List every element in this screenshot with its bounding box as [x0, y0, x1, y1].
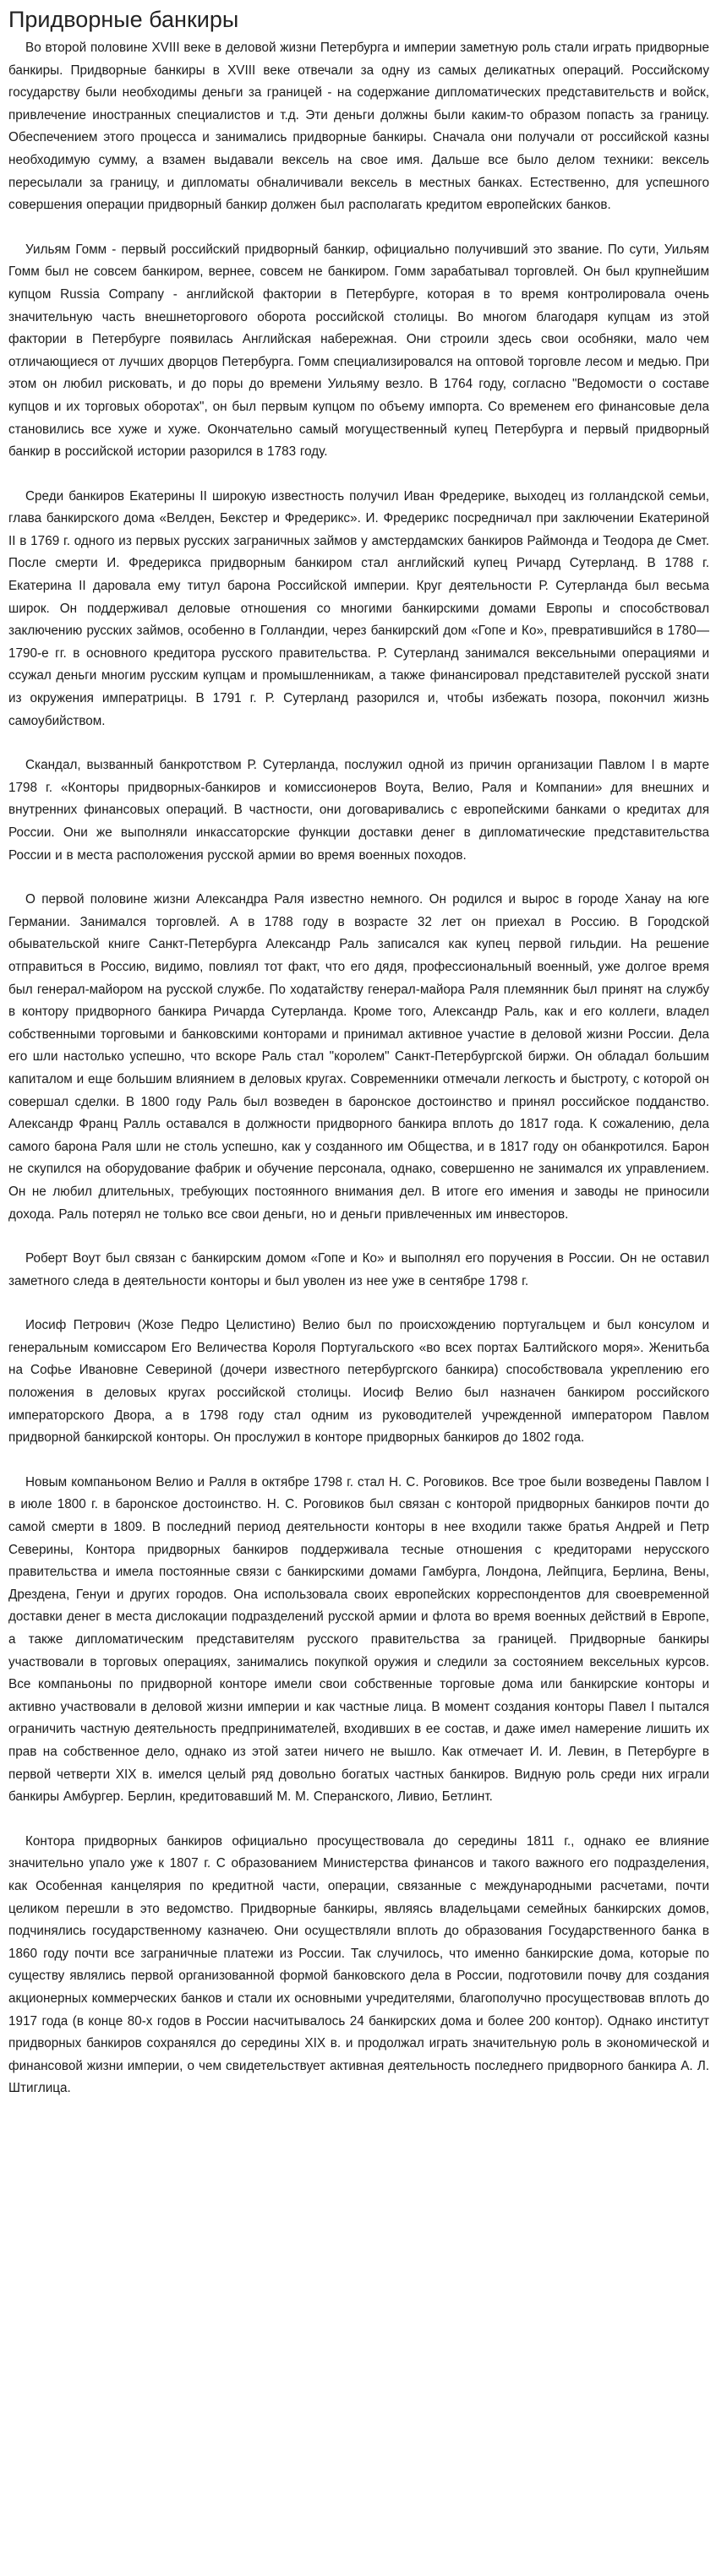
page-title: Придворные банкиры — [8, 7, 239, 32]
paragraph-court-office: Скандал, вызванный банкротством Р. Сутерланда, послужил одной из причин организации Павлом I в марте 1798 г. «Конторы придворных-банкиров и комиссионеров Воута, Велио, Раля и Компании» для внешних и внутренних финансовых операций. В частности, они договаривались с европейскими банками о кредитах для России. Они же выполняли инкассаторские функции доставки денег в дипломатические представительства России и в места расположения русской армии во время военных походов. — [8, 758, 709, 863]
paragraph-voute: Роберт Воут был связан с банкирским домом «Гопе и Ко» и выполнял его поручения в России. Он не оставил заметного следа в деятельности конторы и был уволен из нее уже в сентябре 1798 г. — [8, 1251, 709, 1288]
paragraph-rogovikov: Новым компаньоном Велио и Ралля в октябре 1798 г. стал Н. С. Роговиков. Все трое были возведены Павлом I в июле 1800 г. в баронское достоинство. Н. С. Роговиков был связан с конторой придворных банкиров почти до самой смерти в 1809. В последний период деятельности конторы в нее входили также братья Андрей и Петр Северины, Контора придворных банкиров поддерживала тесные отношения с кредиторами нерусского правительства и имела постоянные связи с банкирскими домами Гамбурга, Лондона, Лейпцига, Берлина, Вены, Дрездена, Генуи и других городов. Она использовала своих европейских корреспондентов для своевременной доставки денег в места дислокации подразделений русской армии и флота во время военных действий в Европе, а также дипломатическим представителям русского правительства за границей. Придворные банкиры участвовали в торговых операциях, занимались покупкой оружия и следили за состоянием вексельных курсов. Все компаньоны по придворной конторе имели свои собственные торговые дома или банкирские конторы и активно участвовали в деловой жизни империи и как частные лица. В момент создания конторы Павел I пытался ограничить частную деятельность предпринимателей, входивших в ее состав, и даже имел намерение лишить их прав на собственное дело, однако из этой затеи ничего не вышло. Как отмечает И. И. Левин, в Петербурге в первой четверти XIX в. имелся целый ряд довольно богатых частных банкиров. Видную роль среди них играли банкиры Амбургер. Берлин, кредитовавший М. М. Сперанского, Ливио, Бетлинт. — [8, 1474, 709, 1805]
paragraph-intro: Во второй половине XVIII веке в деловой жизни Петербурга и империи заметную роль стали играть придворные банкиры. Придворные банкиры в XVIII веке отвечали за одну из самых деликатных операций. Российскому государству были необходимы деньги за границей - на содержание дипломатических представительств и войск, привлечение иностранных специалистов и т.д. Эти деньги должны были каким-то образом попасть за границу. Обеспечением этого процесса и занимались придворные банкиры. Сначала они получали от российской казны необходимую сумму, а взамен выдавали вексель на свое имя. Дальше все было делом техники: вексель пересылали за границу, и дипломаты обналичивали вексель в местных банках. Естественно, для успешного совершения операции придворный банкир должен был располагать кредитом европейских банков. — [8, 41, 709, 213]
paragraph-velio: Иосиф Петрович (Жозе Педро Целистино) Велио был по происхождению португальцем и был консулом и генеральным комиссаром Его Величества Короля Португальского «во всех портах Балтийского моря». Женитьба на Софье Ивановне Севериной (дочери известного петербургского банкира) способствовала укреплению его положения в деловых кругах российской столицы. Иосиф Велио был назначен банкиром российского императорского Двора, а в 1798 году стал одним из руководителей учрежденной императором Павлом придворной банкирской конторы. Он прослужил в конторе придворных банкиров до 1802 года. — [8, 1318, 709, 1446]
article-body — [8, 37, 709, 2100]
paragraph-rall: О первой половине жизни Александра Раля известно немного. Он родился и вырос в городе Ханау на юге Германии. Занимался торговлей. А в 1788 году в возрасте 32 лет он приехал в Россию. В Городской обывательской книге Санкт-Петербурга Александр Раль записался как купец первой гильдии. На решение отправиться в Россию, видимо, повлиял тот факт, что его дядя, профессиональный военный, уже долгое время был генерал-майором на русской службе. По ходатайству генерал-майора Раля племянник был принят на службу в контору придворного банкира Ричарда Сутерланда. Кроме того, Александр Раль, как и его коллеги, владел собственными торговыми и банковскими конторами и принимал активное участие в деловой жизни России. Дела его шли настолько успешно, что вскоре Раль стал "королем" Санкт-Петербургской биржи. Он обладал большим капиталом и еще большим влиянием в деловых кругах. Современники отмечали легкость и быстроту, с которой он совершал сделки. В 1800 году Раль был возведен в баронское достоинство и принял российское подданство. Александр Франц Ралль оставался в должности придворного банкира вплоть до 1817 года. К сожалению, дела самого барона Раля шли не столь успешно, как у созданного им Общества, и в 1817 году он обанкротился. Барон не скупился на оборудование фабрик и обучение персонала, однако, совершенно не занимался их управлением. Он не любил длительных, требующих постоянного внимания дел. В итоге его имения и заводы не приносили дохода. Раль потерял не только все свои деньги, но и деньги привлеченных им инвесторов. — [8, 892, 709, 1222]
paragraph-conclusion: Контора придворных банкиров официально просуществовала до середины 1811 г., однако ее влияние значительно упало уже к 1807 г. С образованием Министерства финансов и такого важного его подразделения, как Особенная канцелярия по кредитной части, операции, связанные с международными расчетами, почти целиком перешли в это ведомство. Придворные банкиры, являясь владельцами семейных банкирских домов, подчинялись государственному казначею. Они осуществляли вплоть до образования Государственного банка в 1860 году почти все заграничные платежи из России. Так случилось, что именно банкирские дома, которые по существу являлись первой организованной формой банковского дела в России, подготовили почву для создания акционерных коммерческих банков и стали их основными учредителями, благополучно просуществовав вплоть до 1917 года (в конце 80-х годов в России насчитывалось 24 банкирских дома и более 200 контор). Однако институт придворных банкиров сохранялся до середины XIX в. и продолжал играть значительную роль в экономической и финансовой жизни империи, о чем свидетельствует активная деятельность последнего придворного банкира А. Л. Штиглица. — [8, 1833, 709, 2096]
paragraph-catherine-bankers: Среди банкиров Екатерины II широкую известность получил Иван Фредерике, выходец из голландской семьи, глава банкирского дома «Велден, Бекстер и Фредерикс». И. Фредерикс посредничал при заключении Екатериной II в 1769 г. одного из первых русских заграничных займов у амстердамских банкиров Раймонда и Теодора де Смет. После смерти И. Фредерикса придворным банкиром стал английский купец Ричард Сутерланд. В 1788 г. Екатерина II даровала ему титул барона Российской империи. Круг деятельности Р. Сутерланда был весьма широк. Он поддерживал деловые отношения со многими банкирскими домами Европы и способствовал заключению русских займов, особенно в Голландии, через банкирский дом «Гопе и Ко», превратившийся в 1780—1790-е гг. в основного кредитора русского правительства. Р. Сутерланд занимался вексельными операциями и ссужал деньги многим русским купцам и промышленникам, а также финансировал представителей русской знати из окружения императрицы. В 1791 г. Р. Сутерланд разорился и, чтобы избежать позора, покончил жизнь самоубийством. — [8, 488, 709, 728]
paragraph-gomm: Уильям Гомм - первый российский придворный банкир, официально получивший это звание. По сути, Уильям Гомм был не совсем банкиром, вернее, совсем не банкиром. Гомм зарабатывал торговлей. Он был крупнейшим купцом Russia Company - английской фактории в Петербурге, которая в то время контролировала очень значительную часть внешнеторгового оборота российской столицы. Во многом благодаря купцам из этой фактории в Петербурге появилась Английская набережная. Они строили здесь свои особняки, мало чем отличающиеся от лучших дворцов Петербурга. Гомм специализировался на оптовой торговле лесом и медью. При этом он любил рисковать, и до поры до времени Уильяму везло. В 1764 году, согласно "Ведомости о составе купцов и их торговых оборотах", он был первым купцом по объему импорта. Со временем его финансовые дела становились все хуже и хуже. Окончательно самый могущественный купец Петербурга и первый придворный банкир в российской истории разорился в 1783 году. — [8, 242, 709, 460]
